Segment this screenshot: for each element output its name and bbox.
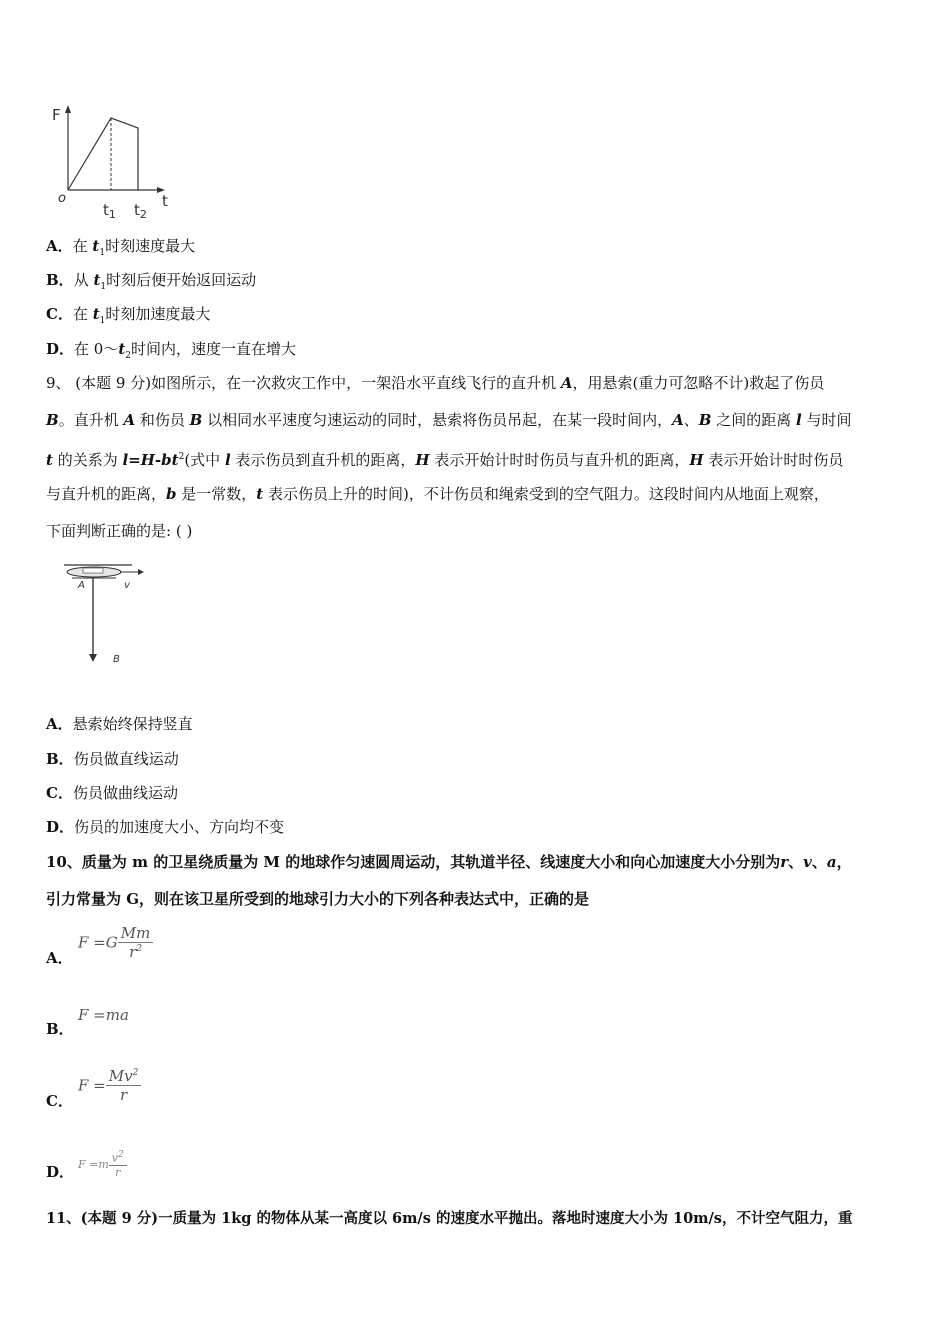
q10-line-1: 10、质量为 m 的卫星绕质量为 M 的地球作匀速圆周运动，其轨道半径、线速度大小和向心加速度大小分别为r、v、a， [46, 853, 852, 871]
helicopter-label: A [78, 580, 85, 591]
force-time-graph [50, 100, 190, 225]
q9-line-3: t 的关系为 $l=H-bt^2$(式中 l 表示伤员到直升机的距离，H 表示开始计时时伤员与直升机的距离，H 表示开始计时时伤员 [46, 451, 844, 469]
q10-option-b-letter: B． [46, 1020, 74, 1038]
q10-line-2: 引力常量为 G，则在该卫星所受到的地球引力大小的下列各种表达式中，正确的是 [46, 890, 590, 908]
force-curve [68, 118, 138, 190]
t1-label: $t_1$ [103, 201, 116, 221]
q9-option-b: B．伤员做直线运动 [46, 750, 179, 768]
q10-option-c-formula: F = $\frac{Mv^2}{r}$ [78, 1067, 141, 1104]
q10-option-b-formula: F =ma [78, 1006, 129, 1024]
origin-label: o [58, 191, 66, 206]
y-axis-arrow-icon [65, 105, 71, 113]
q9-line-2: B。直升机 A 和伤员 B 以相同水平速度匀速运动的同时，悬索将伤员吊起，在某一段时间内，A、B 之间的距离 l 与时间 [46, 411, 852, 429]
q8-option-b: B．从 $t_1$时刻后便开始返回运动 [46, 271, 257, 292]
q8-option-a: A．在 $t_1$时刻速度最大 [46, 237, 196, 258]
cable-arrow-icon [89, 654, 97, 662]
velocity-arrow-head-icon [138, 569, 144, 575]
q9-option-c: C．伤员做曲线运动 [46, 784, 178, 802]
t2-label: $t_2$ [134, 201, 147, 221]
q9-line-5: 下面判断正确的是: ( ) [46, 522, 193, 540]
q8-option-c: C．在 $t_1$时刻加速度最大 [46, 305, 211, 326]
q10-option-d-formula: F =m $\frac{v^2}{r}$ [78, 1150, 127, 1179]
q10-option-c-letter: C． [46, 1092, 73, 1110]
q10-option-a-letter: A． [46, 949, 73, 967]
q10-option-a-formula: F =G $\frac{Mm}{r^2}$ [78, 924, 153, 961]
y-axis-label: F [52, 106, 61, 124]
velocity-label: v [124, 580, 130, 591]
x-axis-label: t [162, 192, 168, 210]
q9-option-a: A．悬索始终保持竖直 [46, 715, 193, 733]
q9-line-4: 与直升机的距离，b 是一常数，t 表示伤员上升的时间)，不计伤员和绳索受到的空气阻力。这段时间内从地面上观察， [46, 485, 829, 503]
q9-option-d: D．伤员的加速度大小、方向均不变 [46, 818, 285, 836]
q10-option-d-letter: D． [46, 1163, 75, 1181]
q9-line-1: 9、 (本题 9 分)如图所示，在一次救灾工作中，一架沿水平直线飞行的直升机 A，用悬索(重力可忽略不计)救起了伤员 [46, 374, 825, 392]
helicopter-cockpit [83, 568, 103, 573]
q11-line-1: 11、(本题 9 分)一质量为 1kg 的物体从某一高度以 6m/s 的速度水平抛出。落地时速度大小为 10m/s，不计空气阻力，重 [46, 1210, 853, 1227]
person-label: B [113, 654, 120, 665]
q8-option-d: D．在 $0\sim t_2$时间内，速度一直在增大 [46, 340, 297, 361]
helicopter-figure [58, 558, 158, 673]
